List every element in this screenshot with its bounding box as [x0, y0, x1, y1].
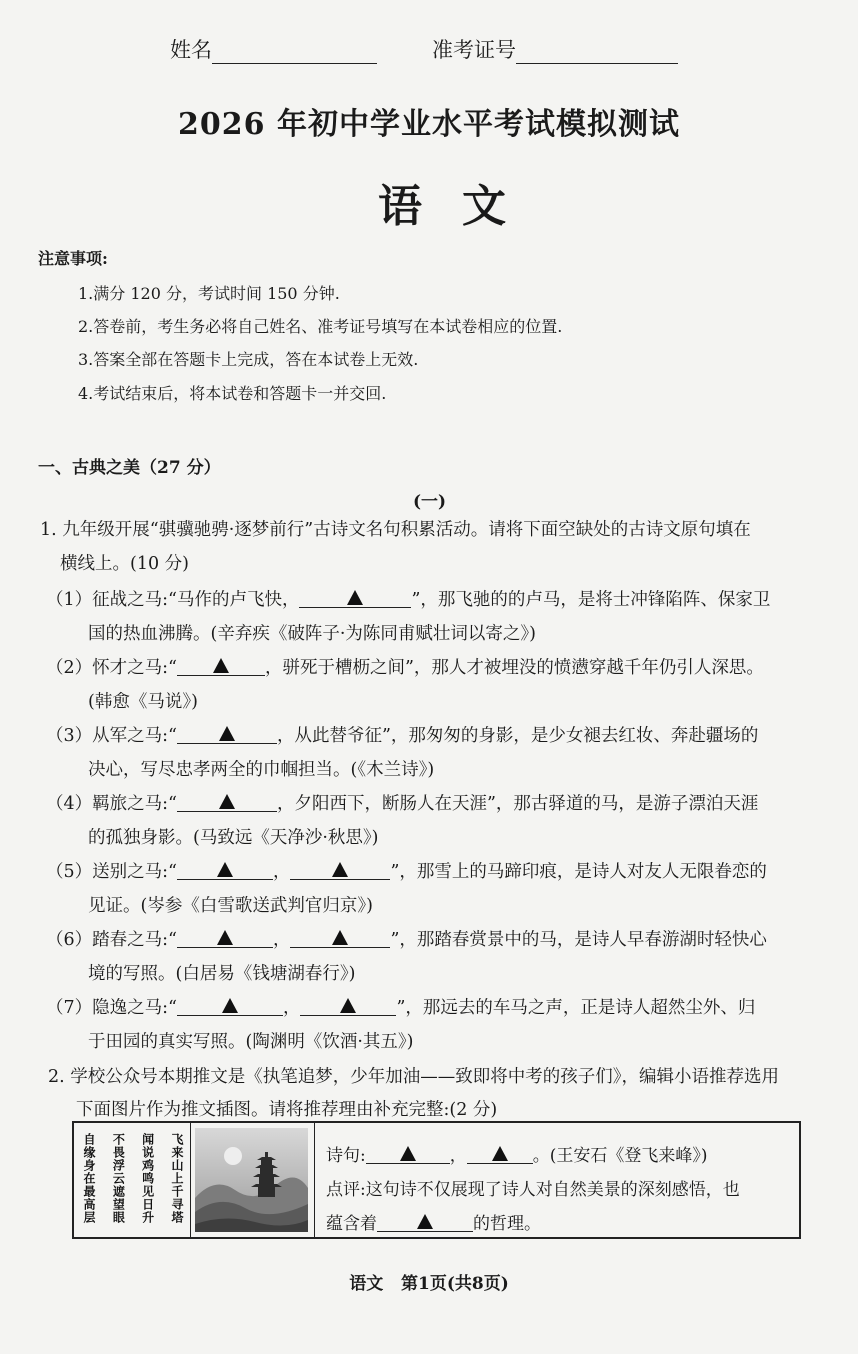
- notice-heading: 注意事项:: [38, 249, 108, 268]
- page-footer: 语文 第1页(共8页): [349, 1274, 509, 1294]
- triangle-icon: [492, 1146, 508, 1161]
- q1-item-2-cont: (韩愈《马说》): [88, 692, 198, 712]
- q1-item-4: [46, 787, 758, 821]
- exam-id-field[interactable]: [432, 34, 678, 64]
- answer-blank[interactable]: [377, 1209, 473, 1232]
- calligraphy-column: 自缘身在最高层: [82, 1133, 96, 1224]
- comment-line: 点评:这句诗不仅展现了诗人对自然美景的深刻感悟，也: [326, 1180, 740, 1200]
- q2-stem: 2. 学校公众号本期推文是《执笔追梦，少年加油——致即将中考的孩子们》，编辑小语推荐选用: [48, 1067, 780, 1087]
- comment-text: 的哲理。: [473, 1214, 541, 1234]
- q1-item-7: [46, 991, 755, 1025]
- q1-stem: 1. 九年级开展“骐骥驰骋·逐梦前行”古诗文名句积累活动。请将下面空缺处的古诗文原句填在: [40, 520, 751, 540]
- name-field[interactable]: [170, 34, 377, 64]
- answer-blank[interactable]: [177, 653, 265, 676]
- answer-blank[interactable]: [366, 1141, 450, 1164]
- answer-blank[interactable]: [299, 585, 411, 608]
- subject-title: 语文: [378, 181, 546, 232]
- poem-comma: ，: [449, 1146, 467, 1166]
- item-text: （6）踏春之马:“: [46, 930, 177, 950]
- q1-item-6-cont: 境的写照。(白居易《钱塘湖春行》): [88, 964, 356, 984]
- exam-id-line[interactable]: [516, 41, 678, 64]
- triangle-icon: [332, 862, 348, 877]
- q1-stem: 横线上。(10 分): [60, 554, 189, 574]
- exam-title: 2026 年初中学业水平考试模拟测试: [178, 107, 680, 142]
- item-text: ，: [282, 998, 301, 1018]
- section-heading: 一、古典之美（27 分）: [38, 458, 221, 478]
- item-text: （5）送别之马:“: [46, 862, 177, 882]
- poem-label: 诗句:: [326, 1146, 366, 1166]
- item-text: （2）怀才之马:“: [46, 658, 177, 678]
- triangle-icon: [347, 590, 363, 605]
- answer-blank[interactable]: [290, 857, 390, 880]
- item-text: ，: [272, 930, 291, 950]
- notice-item: 3.答案全部在答题卡上完成，答在本试卷上无效.: [78, 350, 419, 369]
- pagoda-landscape-image: [195, 1128, 308, 1232]
- q1-item-3-cont: 决心，写尽忠孝两全的巾帼担当。(《木兰诗》): [88, 760, 435, 780]
- q2-stem: 下面图片作为推文插图。请将推荐理由补充完整:(2 分): [76, 1100, 498, 1120]
- answer-blank[interactable]: [177, 925, 273, 948]
- calligraphy-column: 飞来山上千寻塔: [169, 1133, 184, 1224]
- item-text: ”，那飞驰的的卢马，是将士冲锋陷阵、保家卫: [411, 590, 771, 610]
- triangle-icon: [417, 1214, 433, 1229]
- triangle-icon: [217, 930, 233, 945]
- notice-item: 1.满分 120 分，考试时间 150 分钟.: [78, 284, 340, 303]
- q1-item-5-cont: 见证。(岑参《白雪歌送武判官归京》): [88, 896, 373, 916]
- exam-id-label: 准考证号: [432, 38, 516, 62]
- pagoda-icon: [195, 1128, 308, 1232]
- q1-item-3: [46, 719, 758, 753]
- name-line[interactable]: [212, 41, 377, 64]
- triangle-icon: [219, 794, 235, 809]
- q1-item-2: [46, 651, 764, 685]
- triangle-icon: [340, 998, 356, 1013]
- q1-item-5: [46, 855, 767, 889]
- item-text: （4）羁旅之马:“: [46, 794, 177, 814]
- triangle-icon: [213, 658, 229, 673]
- q1-item-7-cont: 于田园的真实写照。(陶渊明《饮酒·其五》): [88, 1032, 414, 1052]
- calligraphy-column: 不畏浮云遮望眼: [111, 1133, 126, 1224]
- calligraphy-image: [82, 1133, 184, 1231]
- answer-blank[interactable]: [177, 789, 277, 812]
- triangle-icon: [400, 1146, 416, 1161]
- cell-divider: [314, 1123, 315, 1237]
- cell-divider: [190, 1123, 191, 1237]
- item-text: （7）隐逸之马:“: [46, 998, 177, 1018]
- q1-item-4-cont: 的孤独身影。(马致远《天净沙·秋思》): [88, 828, 379, 848]
- notice-item: 4.考试结束后，将本试卷和答题卡一并交回.: [78, 384, 387, 403]
- item-text: ”，那踏春赏景中的马，是诗人早春游湖时轻快心: [390, 930, 767, 950]
- triangle-icon: [332, 930, 348, 945]
- q1-item-6: [46, 923, 767, 957]
- answer-blank[interactable]: [177, 857, 273, 880]
- triangle-icon: [222, 998, 238, 1013]
- item-text: ”，那远去的车马之声，正是诗人超然尘外、归: [396, 998, 756, 1018]
- part-heading: (一): [413, 492, 447, 512]
- item-text: ，从此替爷征”，那匆匆的身影，是少女褪去红妆、奔赴疆场的: [276, 726, 759, 746]
- answer-blank[interactable]: [300, 993, 396, 1016]
- notice-item: 2.答卷前，考生务必将自己姓名、准考证号填写在本试卷相应的位置.: [78, 317, 563, 336]
- item-text: （3）从军之马:“: [46, 726, 177, 746]
- answer-blank[interactable]: [177, 993, 283, 1016]
- answer-blank[interactable]: [177, 721, 277, 744]
- illustration-table: [72, 1121, 801, 1239]
- item-text: （1）征战之马:“马作的卢飞快，: [46, 590, 300, 610]
- triangle-icon: [217, 862, 233, 877]
- poem-line: [326, 1141, 708, 1166]
- q1-item-1: [46, 583, 770, 617]
- triangle-icon: [219, 726, 235, 741]
- answer-blank[interactable]: [467, 1141, 533, 1164]
- item-text: ”，那雪上的马蹄印痕，是诗人对友人无限眷恋的: [390, 862, 767, 882]
- item-text: ，夕阳西下，断肠人在天涯”，那古驿道的马，是游子漂泊天涯: [276, 794, 759, 814]
- item-text: ，骈死于槽枥之间”，那人才被埋没的愤懑穿越千年仍引人深思。: [264, 658, 764, 678]
- q1-item-1-cont: 国的热血沸腾。(辛弃疾《破阵子·为陈同甫赋壮词以寄之》): [88, 624, 536, 644]
- item-text: ，: [272, 862, 291, 882]
- answer-blank[interactable]: [290, 925, 390, 948]
- comment-text: 蕴含着: [326, 1214, 377, 1234]
- name-label: 姓名: [170, 38, 212, 62]
- calligraphy-column: 闻说鸡鸣见日升: [140, 1133, 155, 1224]
- poem-source: 。(王安石《登飞来峰》): [532, 1146, 708, 1166]
- comment-line: [326, 1209, 541, 1234]
